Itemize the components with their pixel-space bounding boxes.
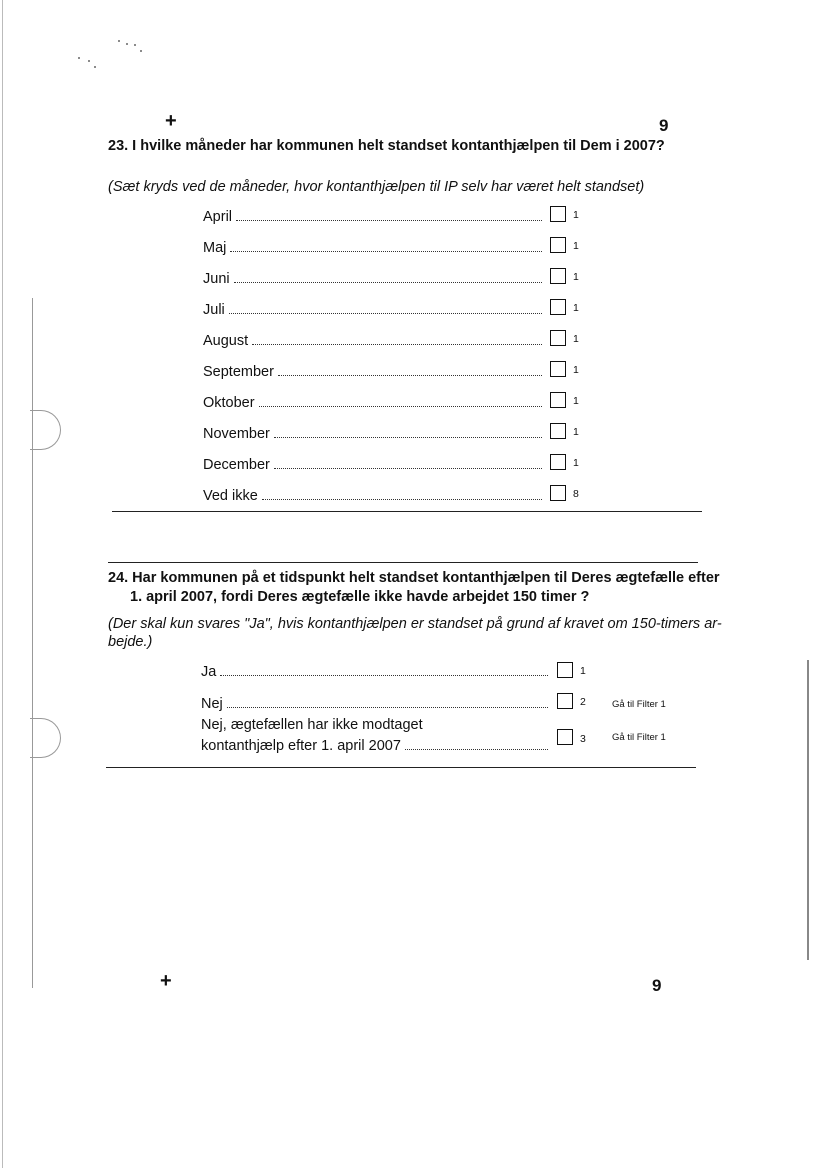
- option-label: December: [203, 457, 270, 473]
- punch-hole-top: [30, 410, 61, 450]
- q24-option-ja: [201, 660, 551, 680]
- answer-code: 3: [580, 733, 586, 745]
- leader-dots: [234, 282, 542, 283]
- q23-option-maj: [203, 236, 545, 256]
- q23-instruction: (Sæt kryds ved de måneder, hvor kontanthjælpen til IP selv har været helt standset): [108, 179, 645, 195]
- option-label: Ved ikke: [203, 488, 258, 504]
- option-label: April: [203, 209, 233, 225]
- scan-speck: [126, 43, 128, 45]
- leader-dots: [220, 675, 548, 676]
- answer-code: 2: [580, 696, 586, 708]
- q24-option-label-line1: Nej, ægtefællen har ikke modtaget: [201, 717, 423, 733]
- scan-speck: [118, 40, 120, 42]
- footer-plus-mark: +: [160, 970, 172, 992]
- answer-code: 1: [573, 240, 579, 252]
- answer-code: 1: [573, 271, 579, 283]
- leader-dots: [274, 437, 542, 438]
- leader-dots: [405, 749, 548, 750]
- option-label: kontanthjælp efter 1. april 2007: [201, 738, 401, 754]
- option-label: Nej: [201, 696, 223, 712]
- q23-title: 23. I hvilke måneder har kommunen helt standset kontanthjælpen til Dem i 2007?: [108, 138, 665, 154]
- header-page-number: 9: [659, 116, 669, 135]
- answer-code: 1: [580, 665, 586, 677]
- q23-checkbox-september[interactable]: [550, 361, 566, 377]
- section-divider: [112, 511, 702, 512]
- answer-code: 1: [573, 395, 579, 407]
- q23-option-juni: [203, 267, 545, 287]
- q24-title-line1: 24. Har kommunen på et tidspunkt helt standset kontanthjælpen til Deres ægtefælle efter: [108, 570, 720, 586]
- q23-checkbox-juni[interactable]: [550, 268, 566, 284]
- q23-option-november: [203, 422, 545, 442]
- scan-speck: [140, 50, 142, 52]
- goto-filter-instruction: Gå til Filter 1: [612, 699, 666, 710]
- q24-title-line2: 1. april 2007, fordi Deres ægtefælle ikke havde arbejdet 150 timer ?: [130, 589, 590, 605]
- left-scan-edge: [2, 0, 3, 1168]
- q24-checkbox-nej-ikke-modtaget[interactable]: [557, 729, 573, 745]
- q24-checkbox-nej[interactable]: [557, 693, 573, 709]
- leader-dots: [252, 344, 542, 345]
- q23-checkbox-december[interactable]: [550, 454, 566, 470]
- q23-checkbox-oktober[interactable]: [550, 392, 566, 408]
- q23-checkbox-ved-ikke[interactable]: [550, 485, 566, 501]
- scan-speck: [78, 57, 80, 59]
- punch-hole-bottom: [30, 718, 61, 758]
- q24-option-nej: [201, 692, 551, 712]
- answer-code: 1: [573, 457, 579, 469]
- q23-option-august: [203, 329, 545, 349]
- leader-dots: [278, 375, 542, 376]
- q23-option-april: [203, 205, 545, 225]
- leader-dots: [230, 251, 542, 252]
- leader-dots: [236, 220, 542, 221]
- option-label: Juni: [203, 271, 230, 287]
- q24-option-nej-ikke-modtaget: [201, 734, 551, 754]
- q23-option-juli: [203, 298, 545, 318]
- section-divider: [106, 767, 696, 768]
- answer-code: 1: [573, 364, 579, 376]
- header-plus-mark: +: [165, 110, 177, 132]
- q23-checkbox-april[interactable]: [550, 206, 566, 222]
- leader-dots: [262, 499, 542, 500]
- q23-option-december: [203, 453, 545, 473]
- option-label: August: [203, 333, 249, 349]
- section-divider: [108, 562, 698, 563]
- answer-code: 1: [573, 209, 579, 221]
- q23-checkbox-maj[interactable]: [550, 237, 566, 253]
- right-scan-edge: [807, 660, 809, 960]
- q23-option-ved-ikke: [203, 484, 545, 504]
- q23-checkbox-juli[interactable]: [550, 299, 566, 315]
- q23-checkbox-august[interactable]: [550, 330, 566, 346]
- q24-instruction-line2: bejde.): [108, 634, 153, 650]
- leader-dots: [227, 707, 548, 708]
- scan-speck: [134, 44, 136, 46]
- option-label: Oktober: [203, 395, 255, 411]
- q23-option-oktober: [203, 391, 545, 411]
- leader-dots: [229, 313, 542, 314]
- q23-option-september: [203, 360, 545, 380]
- scan-speck: [88, 60, 90, 62]
- answer-code: 8: [573, 488, 579, 500]
- option-label: Maj: [203, 240, 227, 256]
- goto-filter-instruction: Gå til Filter 1: [612, 732, 666, 743]
- option-label: September: [203, 364, 274, 380]
- q23-checkbox-november[interactable]: [550, 423, 566, 439]
- answer-code: 1: [573, 302, 579, 314]
- answer-code: 1: [573, 333, 579, 345]
- q24-checkbox-ja[interactable]: [557, 662, 573, 678]
- leader-dots: [259, 406, 542, 407]
- scan-speck: [94, 66, 96, 68]
- q24-instruction-line1: (Der skal kun svares "Ja", hvis kontanthjælpen er standset på grund af kravet om 150-timers ar-: [108, 616, 722, 632]
- option-label: Juli: [203, 302, 225, 318]
- option-label: November: [203, 426, 270, 442]
- option-label: Ja: [201, 664, 217, 680]
- footer-page-number: 9: [652, 976, 662, 995]
- leader-dots: [274, 468, 542, 469]
- answer-code: 1: [573, 426, 579, 438]
- left-margin-line: [32, 298, 33, 988]
